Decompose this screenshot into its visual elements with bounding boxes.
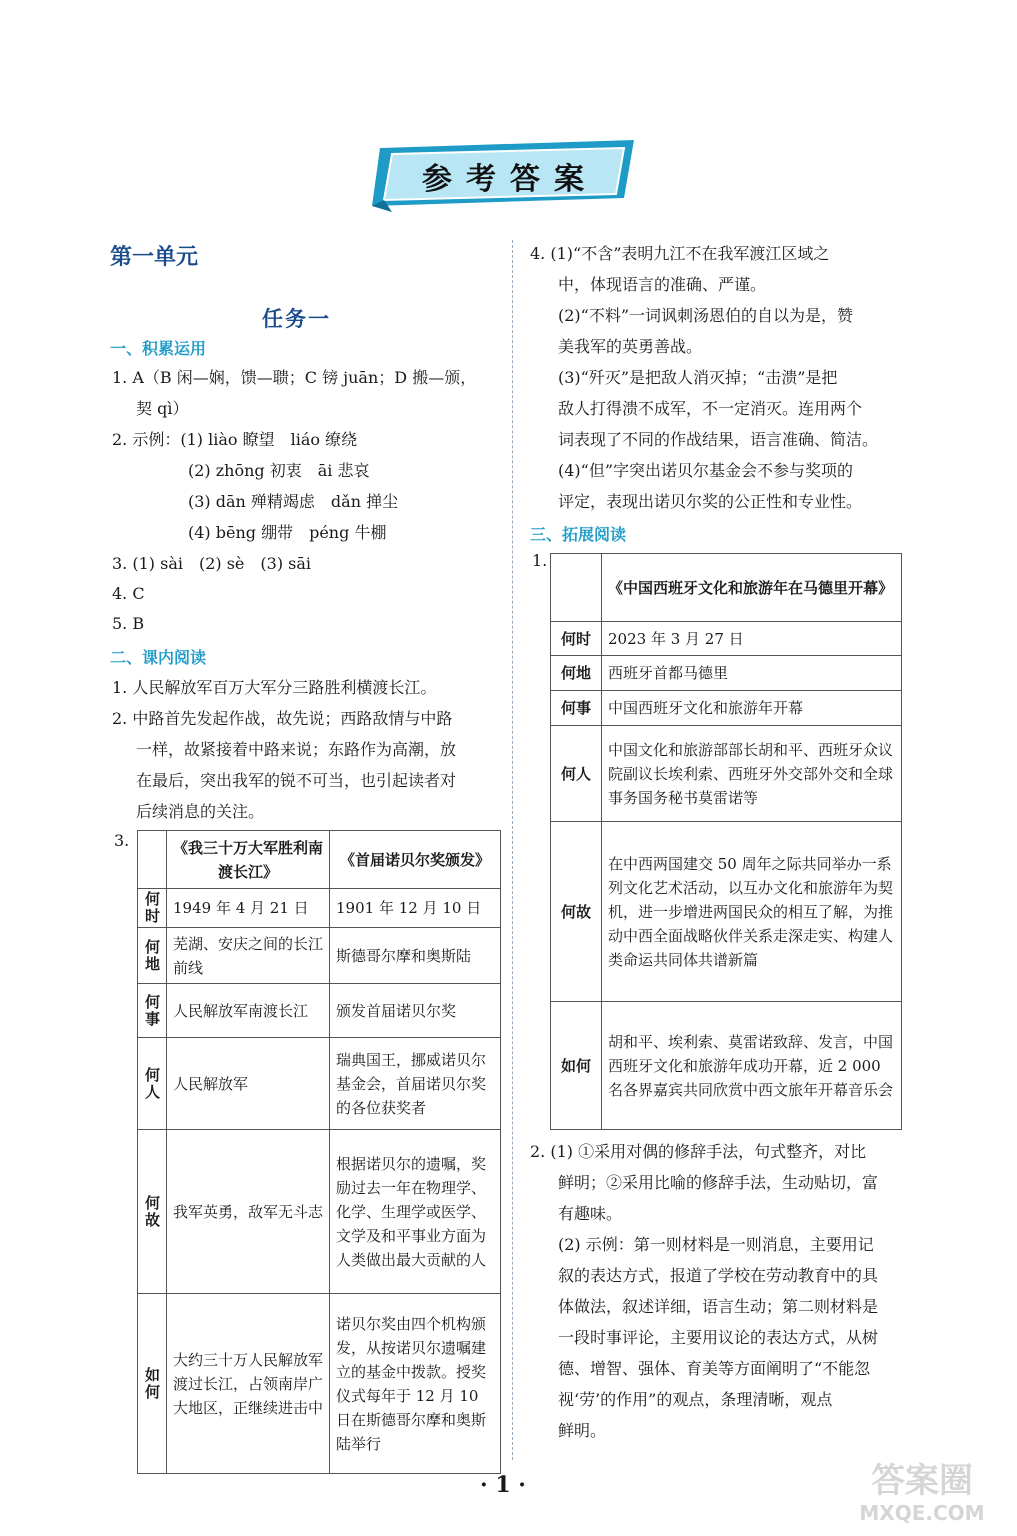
row-key: 何故 <box>138 1130 167 1294</box>
news-elements-table <box>550 553 902 1130</box>
table-cell: 在中西两国建交 50 周年之际共同举办一系列文化艺术活动，以互办文化和旅游年为契机，进一步增进两国民众的相互了解，为推动中西全面战略伙伴关系走深走实、构建人类命运共同体共谱新篇 <box>602 822 902 1002</box>
table-cell: 人民解放军 <box>167 1038 330 1130</box>
table-cell: 中国西班牙文化和旅游年开幕 <box>602 691 902 726</box>
row-key: 何地 <box>551 656 602 691</box>
table-cell: 胡和平、埃利索、莫雷诺致辞、发言，中国西班牙文化和旅游年成功开幕，近 2 000 名各界嘉宾共同欣赏中西文旅年开幕音乐会 <box>602 1002 902 1130</box>
table-header: 《我三十万大军胜利南渡长江》 <box>167 831 330 889</box>
table-header: 《首届诺贝尔奖颁发》 <box>330 831 501 889</box>
answer-line: (4) bēng 绷带 péng 牛棚 <box>188 523 387 542</box>
row-key: 如何 <box>551 1002 602 1130</box>
answer-line: 词表现了不同的作战结果，语言准确、简洁。 <box>558 430 879 449</box>
table-corner <box>138 831 167 889</box>
table-cell: 颁发首届诺贝尔奖 <box>330 984 501 1038</box>
answer-line: (2)“不料”一词讽刺汤恩伯的自以为是，赞 <box>558 306 854 325</box>
row-key: 何地 <box>138 928 167 984</box>
table-cell: 人民解放军南渡长江 <box>167 984 330 1038</box>
answer-line: 有趣味。 <box>558 1204 623 1223</box>
answer-line: 中，体现语言的准确、严谨。 <box>558 275 767 294</box>
answer-line: 视‘劳’的作用”的观点，条理清晰，观点 <box>558 1390 833 1409</box>
answer-line: 叙的表达方式，报道了学校在劳动教育中的具 <box>558 1266 879 1285</box>
table-cell: 根据诺贝尔的遗嘱，奖励过去一年在物理学、化学、生理学或医学、文学及和平事业方面为人类做出最大贡献的人 <box>330 1130 501 1294</box>
answer-line: 4. C <box>112 584 145 603</box>
table-cell: 斯德哥尔摩和奥斯陆 <box>330 928 501 984</box>
row-key: 何时 <box>138 889 167 928</box>
section-heading-3: 三、拓展阅读 <box>530 525 627 544</box>
answer-line: 美我军的英勇善战。 <box>558 337 703 356</box>
row-key: 何事 <box>138 984 167 1038</box>
table-cell: 我军英勇，敌军无斗志 <box>167 1130 330 1294</box>
table-cell: 西班牙首都马德里 <box>602 656 902 691</box>
banner-title: 参考答案 <box>422 162 598 197</box>
answer-line: 鲜明；②采用比喻的修辞手法，生动贴切，富 <box>558 1173 879 1192</box>
answer-line: (4)“但”字突出诺贝尔基金会不参与奖项的 <box>558 461 854 480</box>
table-cell: 1949 年 4 月 21 日 <box>167 889 330 928</box>
answer-line: 体做法，叙述详细，语言生动；第二则材料是 <box>558 1297 879 1316</box>
answer-line: 一样，故紧接着中路来说；东路作为高潮，放 <box>136 740 457 759</box>
section-heading-2: 二、课内阅读 <box>110 648 207 667</box>
answer-line: 2. 示例：(1) liào 瞭望 liáo 缭绕 <box>112 430 358 449</box>
row-key: 何人 <box>551 726 602 822</box>
answer-line: (3) dān 殚精竭虑 dǎn 掸尘 <box>188 492 399 511</box>
answer-line: 鲜明。 <box>558 1421 607 1440</box>
table-cell: 瑞典国王，挪威诺贝尔基金会，首届诺贝尔奖的各位获奖者 <box>330 1038 501 1130</box>
watermark-text: 答案圈 <box>871 1461 973 1501</box>
answer-line: (3)“歼灭”是把敌人消灭掉；“击溃”是把 <box>558 368 838 387</box>
row-key: 如何 <box>138 1294 167 1474</box>
table-cell: 诺贝尔奖由四个机构颁发，从按诺贝尔遗嘱建立的基金中拨款。授奖仪式每年于 12 月 10 日在斯德哥尔摩和奥斯陆举行 <box>330 1294 501 1474</box>
answer-line: 1. <box>532 551 548 570</box>
table-cell: 2023 年 3 月 27 日 <box>602 622 902 656</box>
answer-banner <box>372 140 634 212</box>
column-divider <box>512 240 513 1460</box>
watermark-url: MXQE.COM <box>859 1501 985 1525</box>
watermark-logo <box>842 1456 1002 1528</box>
page-number: · 1 · <box>480 1472 526 1498</box>
answer-line: 2. 中路首先发起作战，故先说；西路敌情与中路 <box>112 709 453 728</box>
answer-line: 德、增智、强体、育美等方面阐明了“不能忽 <box>558 1359 871 1378</box>
news-comparison-table <box>137 830 501 1474</box>
answer-line: 1. A（B 闲—娴，馈—聩；C 镑 juān；D 搬—颁， <box>112 368 477 387</box>
answer-line: 4. (1)“不含”表明九江不在我军渡江区域之 <box>530 244 830 263</box>
row-key: 何故 <box>551 822 602 1002</box>
answer-line: 后续消息的关注。 <box>136 802 265 821</box>
answer-line: 敌人打得溃不成军，不一定消灭。连用两个 <box>558 399 863 418</box>
task-title: 任务一 <box>262 306 331 331</box>
answer-line: 一段时事评论，主要用议论的表达方式，从树 <box>558 1328 879 1347</box>
answer-line: 5. B <box>112 614 145 633</box>
row-key: 何事 <box>551 691 602 726</box>
unit-title: 第一单元 <box>110 245 199 270</box>
table-cell: 大约三十万人民解放军渡过长江，占领南岸广大地区，正继续进击中 <box>167 1294 330 1474</box>
table-cell: 芜湖、安庆之间的长江前线 <box>167 928 330 984</box>
answer-line: (2) zhōng 初衷 āi 悲哀 <box>188 461 370 480</box>
answer-line: 在最后，突出我军的锐不可当，也引起读者对 <box>136 771 457 790</box>
table-cell: 中国文化和旅游部部长胡和平、西班牙众议院副议长埃利索、西班牙外交部外交和全球事务国务秘书莫雷诺等 <box>602 726 902 822</box>
table-cell: 1901 年 12 月 10 日 <box>330 889 501 928</box>
answer-line: 3. <box>114 831 130 850</box>
table-header: 《中国西班牙文化和旅游年在马德里开幕》 <box>602 554 902 622</box>
row-key: 何时 <box>551 622 602 656</box>
answer-line: 契 qì） <box>136 399 189 418</box>
answer-line: (2) 示例：第一则材料是一则消息，主要用记 <box>558 1235 874 1254</box>
answer-line: 评定，表现出诺贝尔奖的公正性和专业性。 <box>558 492 863 511</box>
row-key: 何人 <box>138 1038 167 1130</box>
answer-line: 1. 人民解放军百万大军分三路胜利横渡长江。 <box>112 678 437 697</box>
table-corner <box>551 554 602 622</box>
answer-line: 3. (1) sài (2) sè (3) sāi <box>112 554 312 573</box>
answer-line: 2. (1) ①采用对偶的修辞手法，句式整齐，对比 <box>530 1142 867 1161</box>
section-heading-1: 一、积累运用 <box>110 339 207 358</box>
